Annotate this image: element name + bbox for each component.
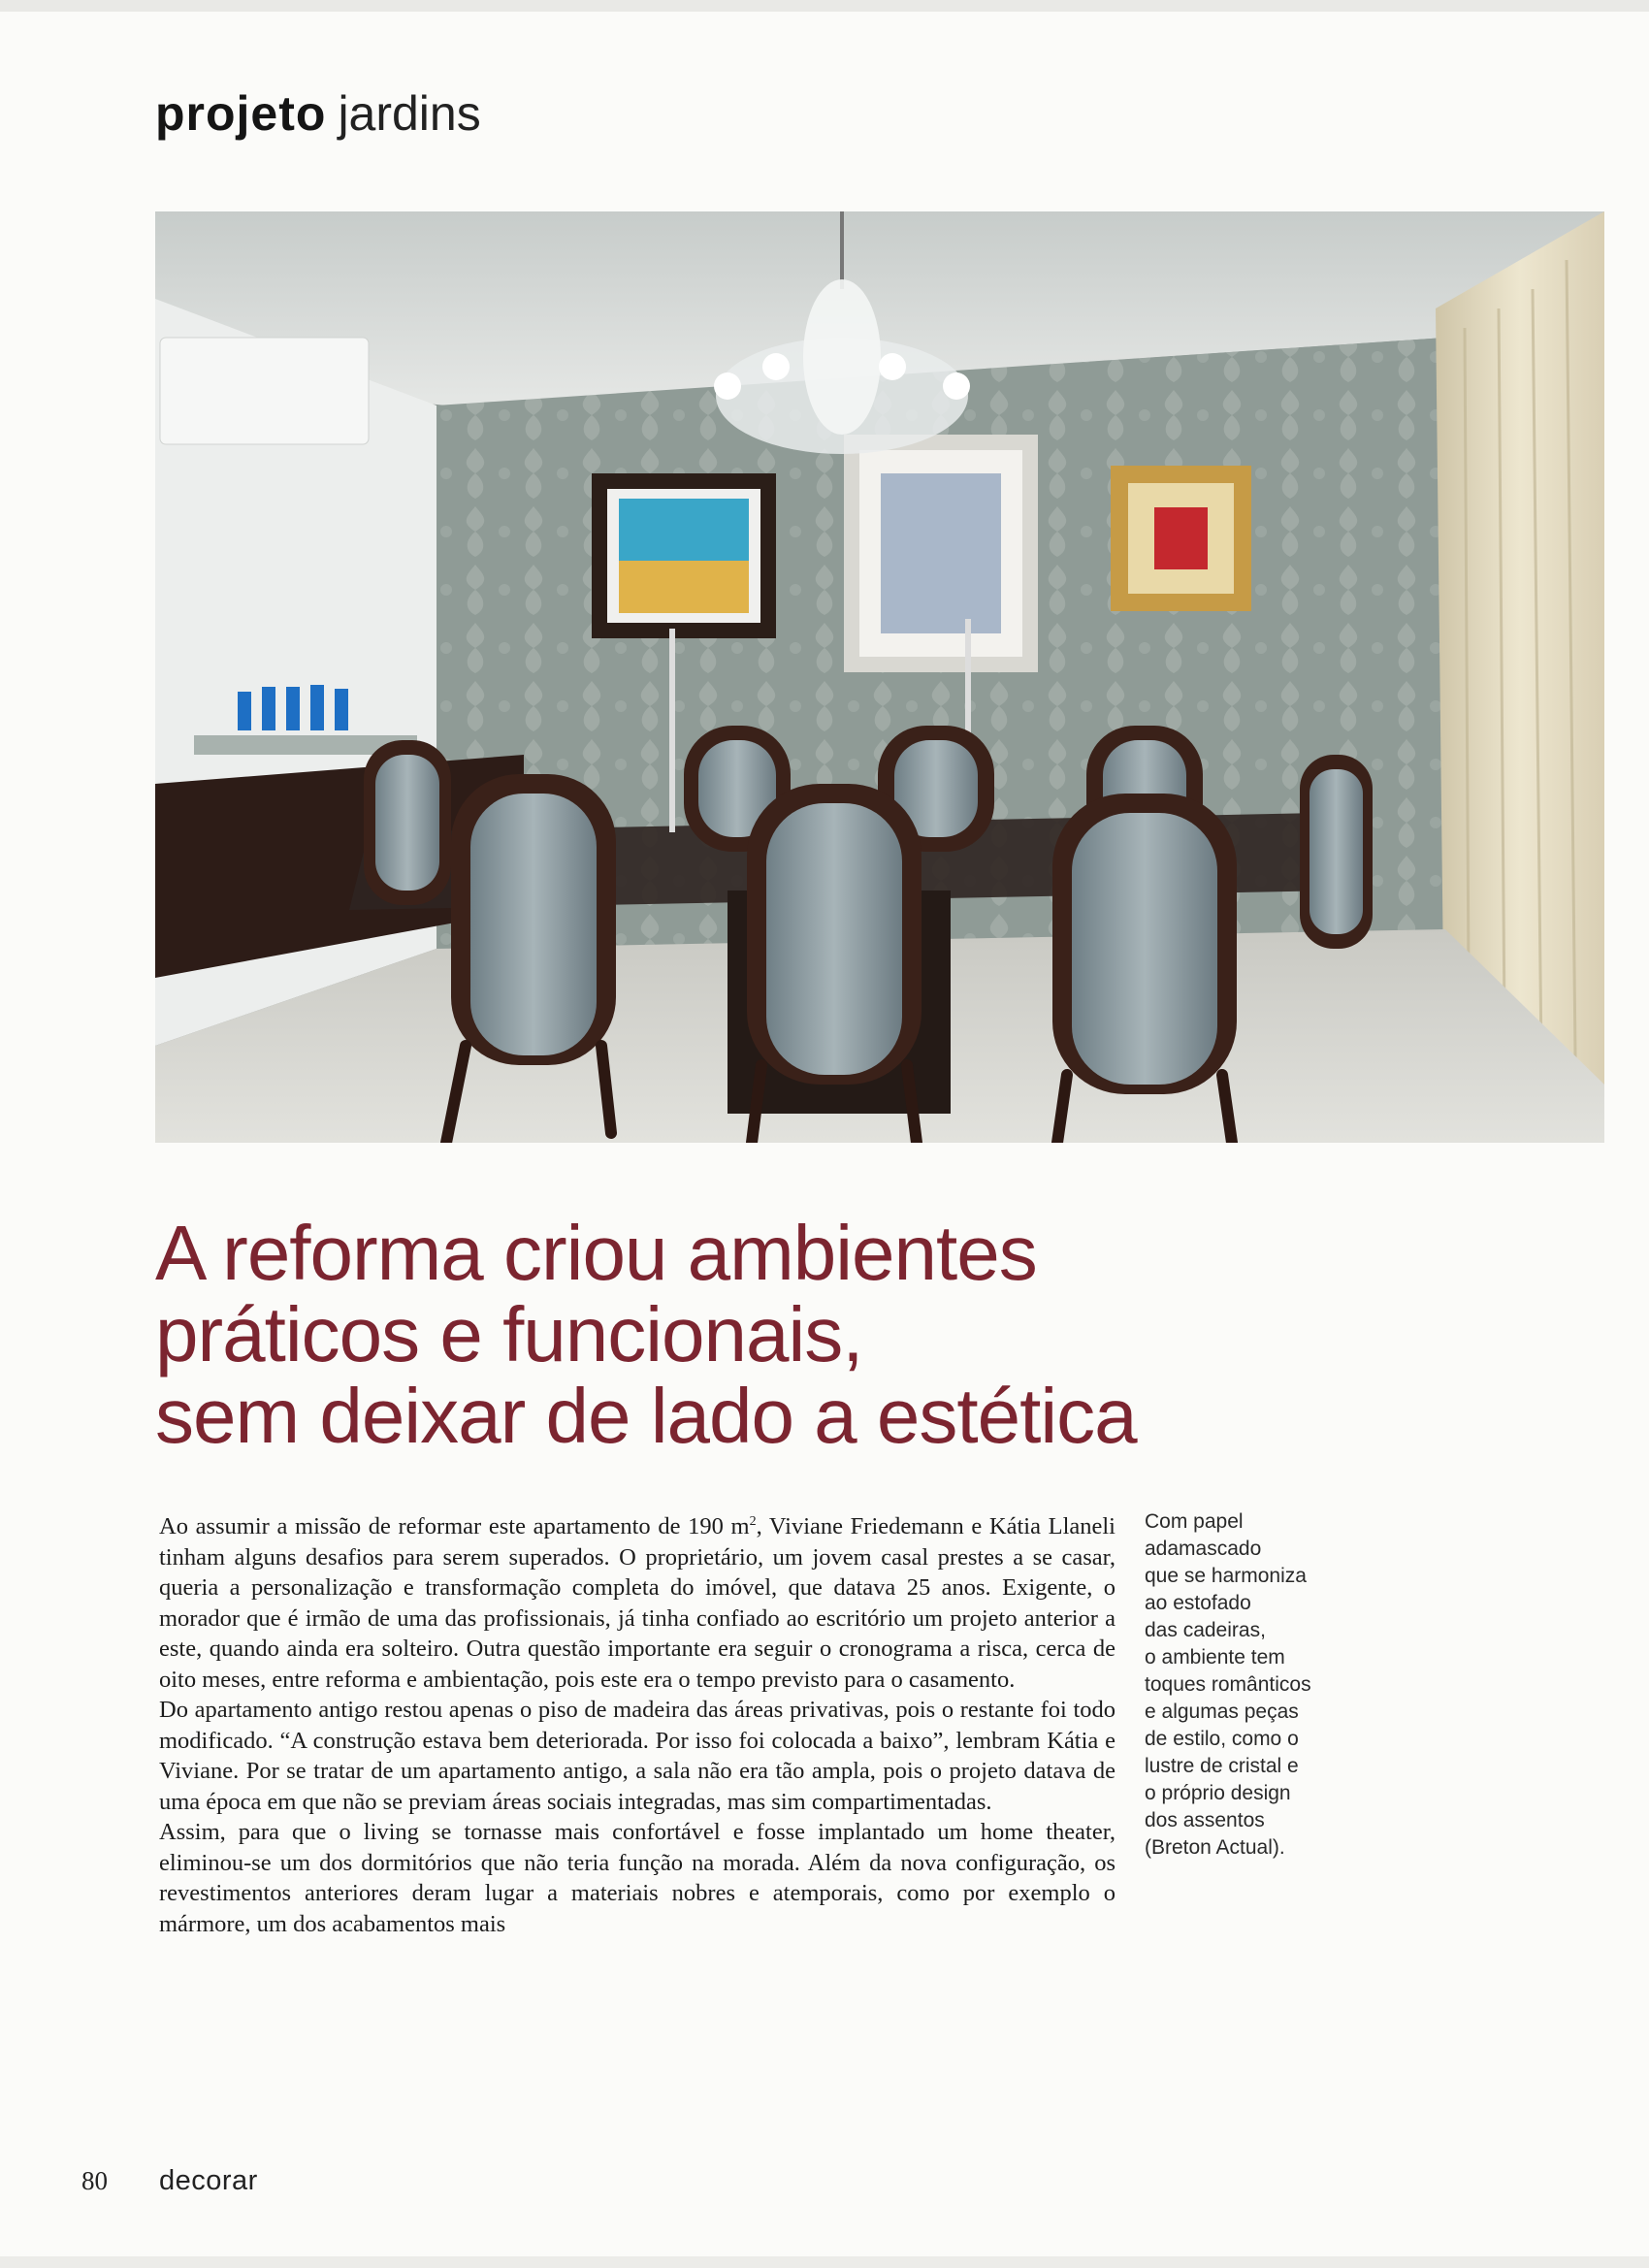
superscript: 2 (749, 1514, 757, 1529)
dining-room-photo (155, 211, 1604, 1143)
paragraph-1-part-b: , Viviane Friedemann e Kátia Llaneli tinham alguns desafios para serem superados. O proprietário, um jovem casal prestes a se casar, queria a personalização e transformação completa do imóvel, que datava 25 anos. Exigente, o morador que é irmão de uma das profissionais, já tinha confiado ao escritório um projeto anterior a este, quando ainda era solteiro. Outra questão importante era seguir o cronograma a risca, cerca de oito meses, entre reforma e ambientação, pois este era o tempo previsto para o casamento. (159, 1513, 1116, 1693)
caption-line: toques românticos (1145, 1673, 1311, 1696)
section-header (155, 86, 481, 141)
caption-line: Com papel (1145, 1510, 1244, 1533)
headline-line-1: A reforma criou ambientes (155, 1210, 1037, 1296)
caption-line: (Breton Actual). (1145, 1836, 1285, 1859)
paragraph-3: Assim, para que o living se tornasse mais confortável e fosse implantado um home theater, eliminou-se um dos dormitórios que não teria função na morada. Além da nova configuração, os revestimentos anteriores deram lugar a materiais nobres e atemporais, como por exemplo o mármore, um dos acabamentos mais (159, 1819, 1116, 1937)
caption-line: das cadeiras, (1145, 1619, 1266, 1641)
caption-line: adamascado (1145, 1538, 1262, 1560)
paragraph-1 (159, 1507, 1116, 1695)
caption-line: o próprio design (1145, 1782, 1291, 1804)
page-number: 80 (81, 2166, 108, 2195)
caption-line: ao estofado (1145, 1592, 1251, 1614)
page-top-edge (0, 0, 1649, 12)
caption-line: o ambiente tem (1145, 1646, 1285, 1669)
caption-line: de estilo, como o (1145, 1728, 1299, 1750)
caption-line: que se harmoniza (1145, 1565, 1307, 1587)
section-header-bold: projeto (155, 86, 327, 141)
paragraph-1-part-a: Ao assumir a missão de reformar este apartamento de 190 m (159, 1513, 750, 1540)
article-body (159, 1507, 1116, 1939)
page-bottom-edge (0, 2256, 1649, 2268)
paragraph-2: Do apartamento antigo restou apenas o piso de madeira das áreas privativas, pois o restante foi todo modificado. “A construção estava bem deteriorada. Por isso foi colocada a baixo”, lembram Kátia e Viviane. Por se tratar de um apartamento antigo, a sala não era tão ampla, pois o projeto datava de uma época em que não se previam áreas sociais integradas, mas sim compartimentadas. (159, 1697, 1116, 1815)
photo-caption (1145, 1508, 1377, 1862)
caption-line: e algumas peças (1145, 1701, 1299, 1723)
headline-line-2: práticos e funcionais, (155, 1291, 863, 1377)
magazine-name: decorar (159, 2165, 258, 2196)
headline-line-3: sem deixar de lado a estética (155, 1373, 1137, 1459)
caption-line: lustre de cristal e (1145, 1755, 1299, 1777)
headline (155, 1210, 1416, 1459)
caption-line: dos assentos (1145, 1809, 1265, 1831)
section-header-light: jardins (338, 86, 481, 141)
dining-room-photo-icon (155, 211, 1604, 1143)
